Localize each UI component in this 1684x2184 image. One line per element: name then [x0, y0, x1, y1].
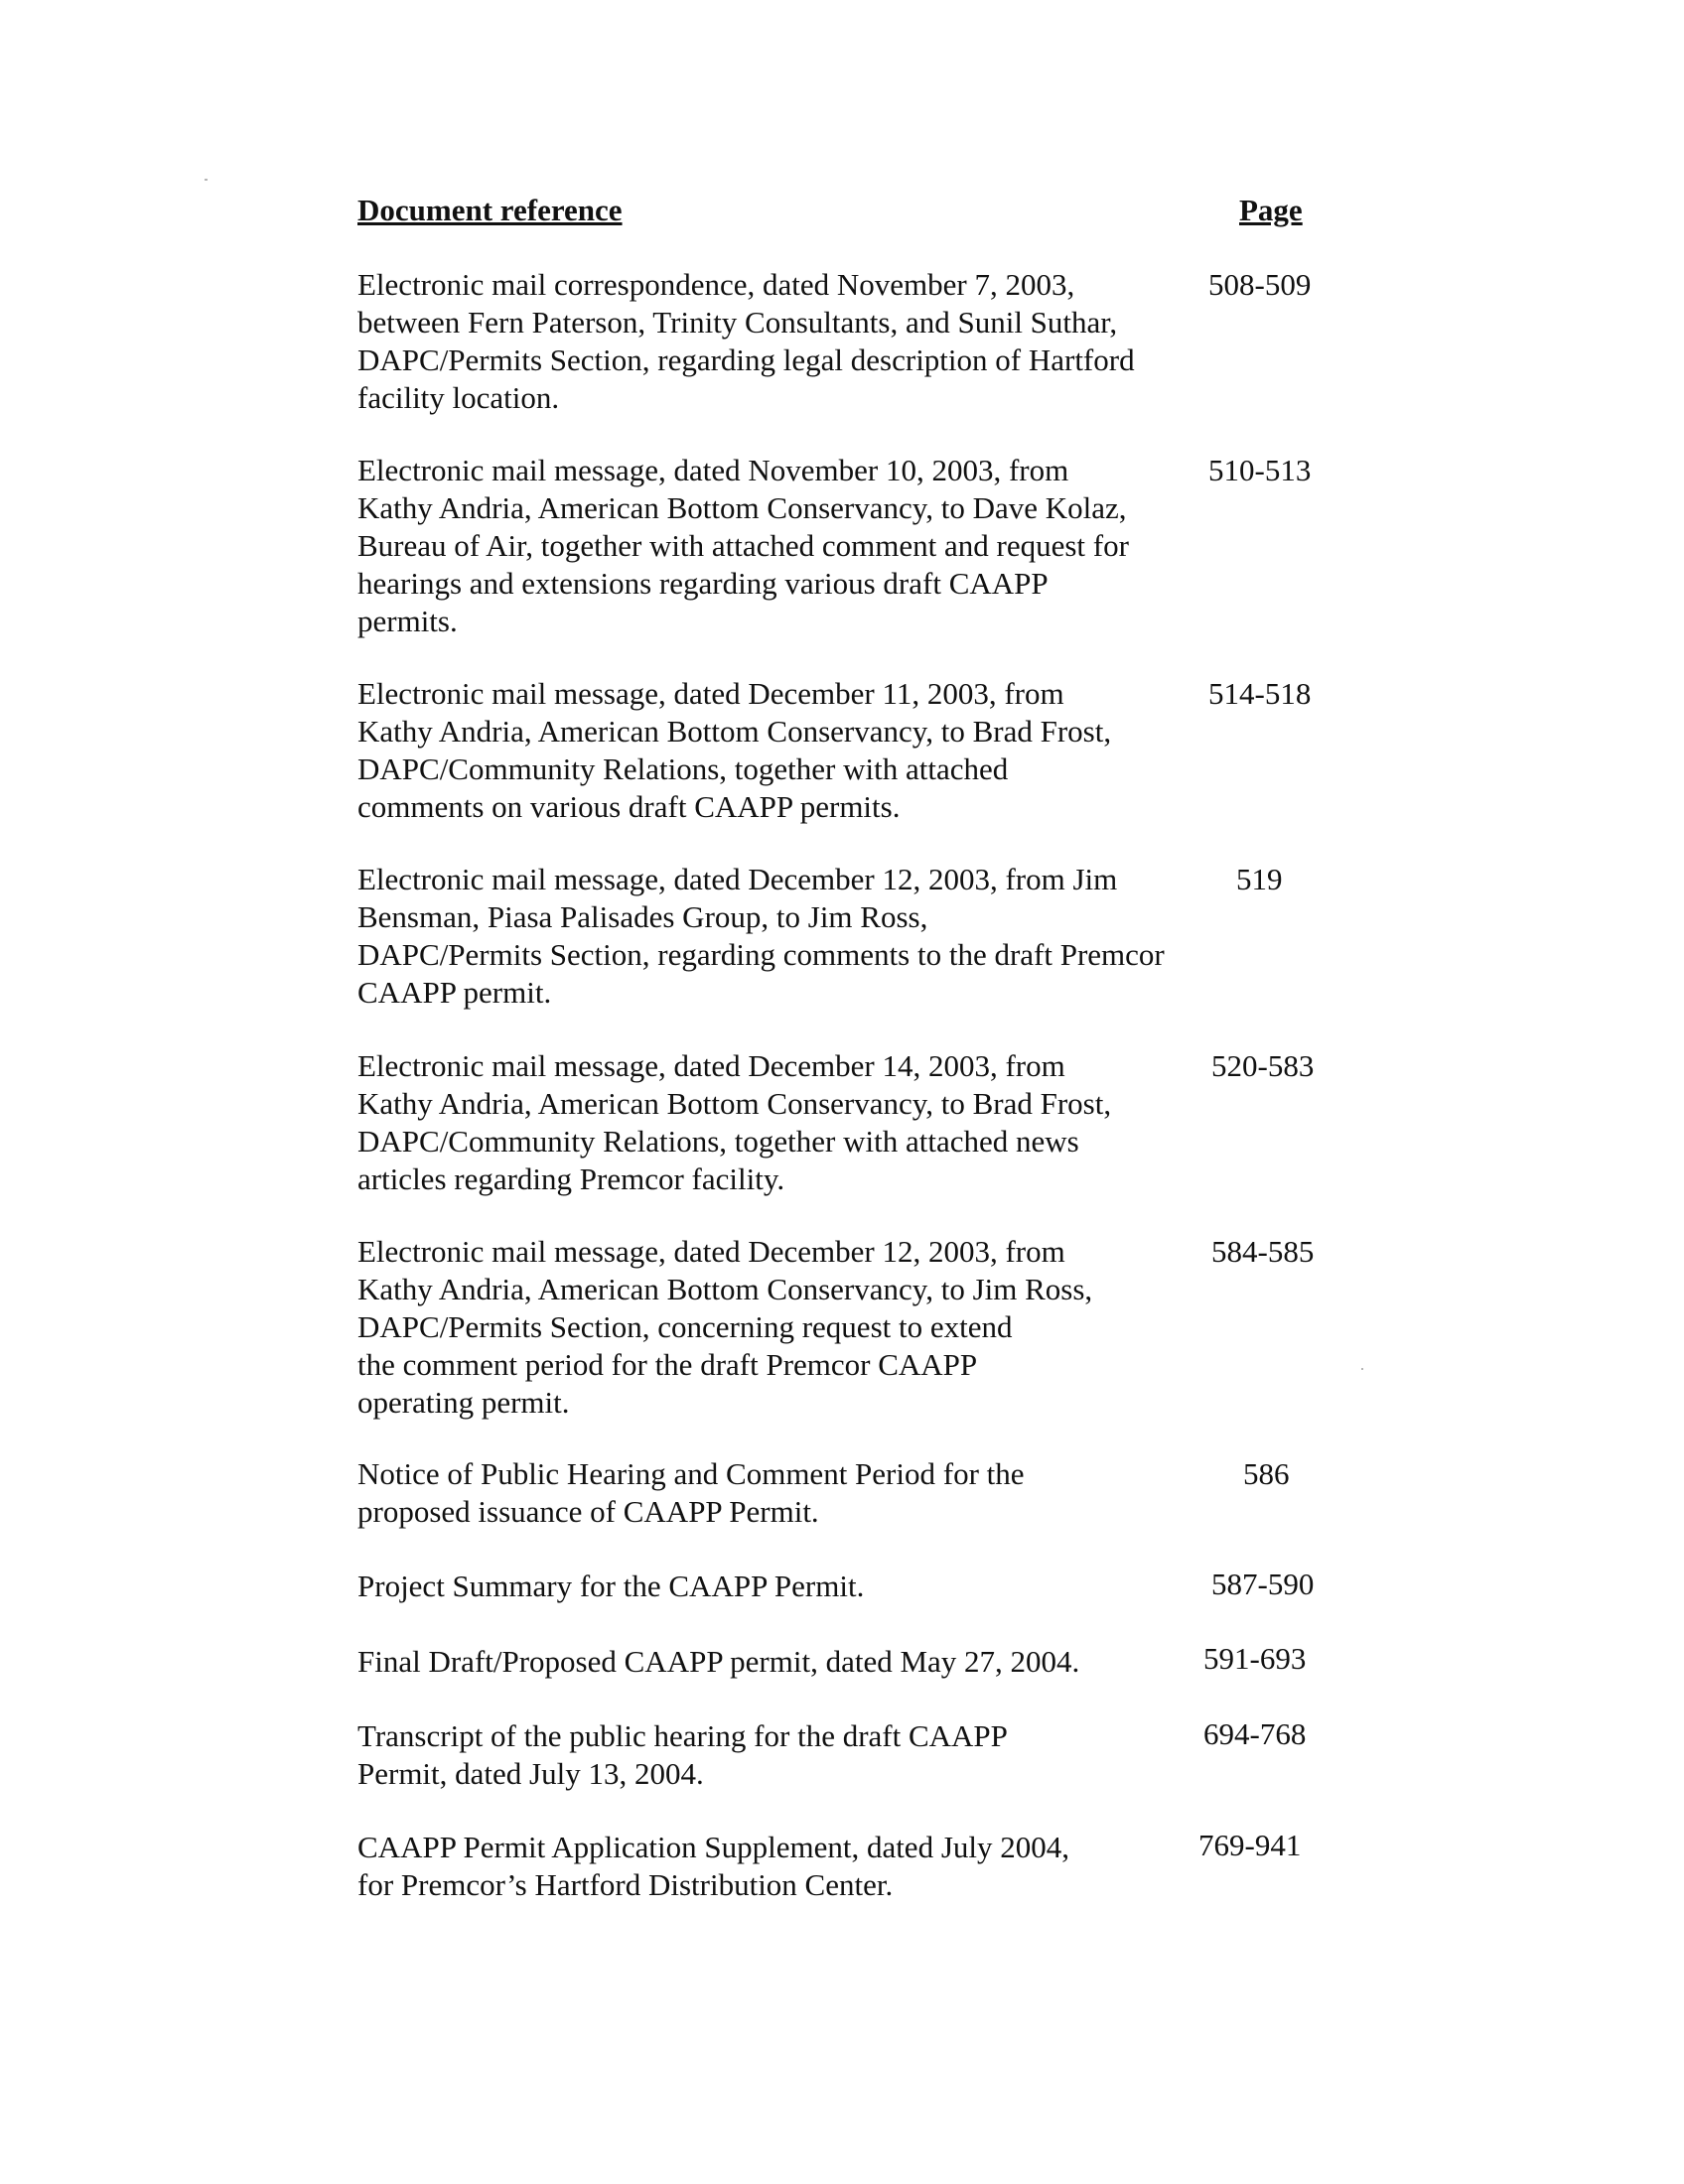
entry-description	[357, 861, 1231, 1012]
scan-speck	[1361, 1368, 1363, 1370]
entry-line: Kathy Andria, American Bottom Conservancy, to Dave Kolaz,	[357, 490, 1127, 525]
entry-line: Transcript of the public hearing for the draft CAAPP	[357, 1718, 1008, 1753]
reference-entry	[357, 861, 1231, 1012]
entry-line: Final Draft/Proposed CAAPP permit, dated May 27, 2004.	[357, 1644, 1080, 1679]
column-header-document-reference: Document reference	[357, 193, 623, 227]
entry-description	[357, 1717, 1231, 1793]
entry-page-range: 769-941	[1198, 1828, 1302, 1862]
reference-entry	[357, 266, 1231, 417]
entry-line: Permit, dated July 13, 2004.	[357, 1756, 704, 1791]
entry-page-range: 510-513	[1208, 453, 1312, 487]
entry-line: for Premcor’s Hartford Distribution Center.	[357, 1867, 894, 1902]
entry-line: Electronic mail message, dated December 14, 2003, from	[357, 1048, 1065, 1083]
reference-entry	[357, 1568, 1231, 1605]
entry-page-range: 514-518	[1208, 676, 1312, 711]
reference-entry	[357, 1047, 1231, 1198]
entry-line: facility location.	[357, 380, 560, 415]
entry-description	[357, 1643, 1231, 1681]
entry-line: Bensman, Piasa Palisades Group, to Jim Ross,	[357, 899, 928, 934]
entry-line: DAPC/Permits Section, regarding legal description of Hartford	[357, 342, 1135, 377]
entry-line: Electronic mail correspondence, dated November 7, 2003,	[357, 267, 1075, 302]
entry-page-range: 694-768	[1203, 1716, 1307, 1751]
entry-line: Kathy Andria, American Bottom Conservancy, to Brad Frost,	[357, 1086, 1112, 1121]
entry-line: hearings and extensions regarding various draft CAAPP	[357, 566, 1049, 601]
reference-entry	[357, 1233, 1231, 1422]
entry-line: Electronic mail message, dated December 12, 2003, from	[357, 1234, 1065, 1269]
entry-line: DAPC/Permits Section, concerning request to extend	[357, 1309, 1013, 1344]
entry-line: permits.	[357, 604, 458, 638]
entry-page-range: 519	[1236, 862, 1283, 896]
entry-line: DAPC/Community Relations, together with attached	[357, 751, 1009, 786]
entry-description	[357, 1568, 1231, 1605]
entry-description	[357, 675, 1231, 826]
entry-description	[357, 266, 1231, 417]
column-header-page: Page	[1239, 193, 1303, 227]
entry-line: DAPC/Permits Section, regarding comments to the draft Premcor	[357, 937, 1165, 972]
entry-line: Electronic mail message, dated December 12, 2003, from Jim	[357, 862, 1118, 896]
reference-entry	[357, 1829, 1231, 1904]
entry-page-range: 587-590	[1211, 1567, 1315, 1601]
reference-entry	[357, 452, 1231, 640]
entry-page-range: 584-585	[1211, 1234, 1315, 1269]
scan-speck	[205, 179, 208, 181]
entry-line: Kathy Andria, American Bottom Conservancy, to Jim Ross,	[357, 1272, 1093, 1306]
entry-line: Notice of Public Hearing and Comment Period for the	[357, 1456, 1025, 1491]
entry-line: Project Summary for the CAAPP Permit.	[357, 1569, 865, 1603]
reference-entry	[357, 1717, 1231, 1793]
entry-line: Bureau of Air, together with attached comment and request for	[357, 528, 1129, 563]
entry-line: Kathy Andria, American Bottom Conservancy, to Brad Frost,	[357, 714, 1112, 749]
reference-entry	[357, 1455, 1231, 1531]
entry-line: Electronic mail message, dated December 11, 2003, from	[357, 676, 1064, 711]
entry-description	[357, 1047, 1231, 1198]
entry-line: CAAPP Permit Application Supplement, dated July 2004,	[357, 1830, 1069, 1864]
entry-line: CAAPP permit.	[357, 975, 552, 1010]
entry-line: comments on various draft CAAPP permits.	[357, 789, 901, 824]
entry-description	[357, 452, 1231, 640]
entry-line: proposed issuance of CAAPP Permit.	[357, 1494, 819, 1529]
reference-entry	[357, 675, 1231, 826]
reference-entry	[357, 1643, 1231, 1681]
entry-page-range: 586	[1243, 1456, 1290, 1491]
entry-line: DAPC/Community Relations, together with attached news	[357, 1124, 1079, 1159]
entry-page-range: 520-583	[1211, 1048, 1315, 1083]
entry-description	[357, 1455, 1231, 1531]
entry-page-range: 508-509	[1208, 267, 1312, 302]
entry-description	[357, 1233, 1231, 1422]
entry-page-range: 591-693	[1203, 1641, 1307, 1676]
entry-line: between Fern Paterson, Trinity Consultants, and Sunil Suthar,	[357, 305, 1118, 340]
entry-line: Electronic mail message, dated November 10, 2003, from	[357, 453, 1069, 487]
entry-line: articles regarding Premcor facility.	[357, 1161, 785, 1196]
entry-line: the comment period for the draft Premcor CAAPP	[357, 1347, 978, 1382]
entry-line: operating permit.	[357, 1385, 570, 1420]
entry-description	[357, 1829, 1231, 1904]
